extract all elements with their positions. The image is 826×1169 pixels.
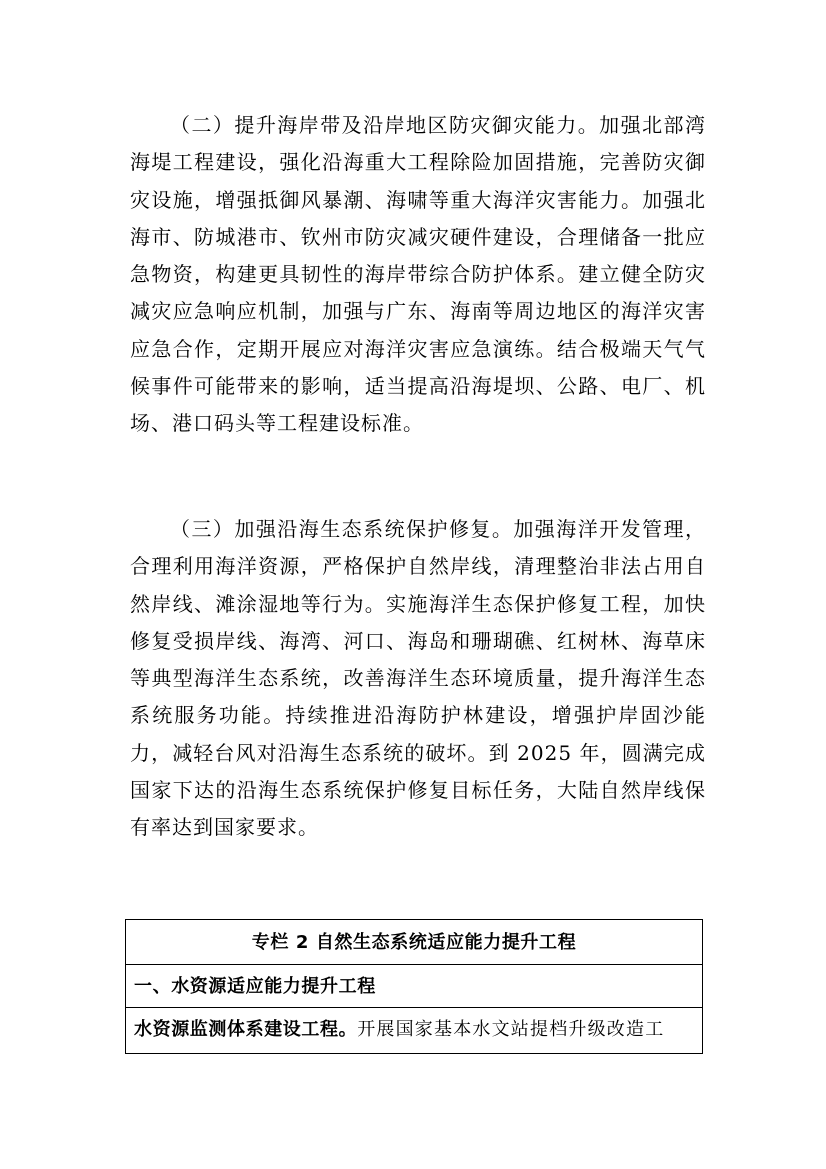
special-column-item-lead: 水资源监测体系建设工程。: [134, 1019, 358, 1040]
special-column-item-text: 开展国家基本水文站提档升级改造工: [357, 1019, 665, 1040]
special-column-box: [125, 919, 703, 1054]
paragraph-coastal-disaster-prevention: （二）提升海岸带及沿岸地区防灾御灾能力。加强北部湾海堤工程建设，强化沿海重大工程除险加固措施，完善防灾御灾设施，增强抵御风暴潮、海啸等重大海洋灾害能力。加强北海市、防城港市、钦州市防灾减灾硬件建设，合理储备一批应急物资，构建更具韧性的海岸带综合防护体系。建立健全防灾减灾应急响应机制，加强与广东、海南等周边地区的海洋灾害应急合作，定期开展应对海洋灾害应急演练。结合极端天气气候事件可能带来的影响，适当提高沿海堤坝、公路、电厂、机场、港口码头等工程建设标准。: [130, 113, 706, 435]
special-column-title: 专栏 2 自然生态系统适应能力提升工程: [126, 920, 702, 965]
special-column-item: [126, 1008, 702, 1052]
paragraph-coastal-ecosystem-protection: （三）加强沿海生态系统保护修复。加强海洋开发管理，合理利用海洋资源，严格保护自然岸线，清理整治非法占用自然岸线、滩涂湿地等行为。实施海洋生态保护修复工程，加快修复受损岸线、海湾、河口、海岛和珊瑚礁、红树林、海草床等典型海洋生态系统，改善海洋生态环境质量，提升海洋生态系统服务功能。持续推进沿海防护林建设，增强护岸固沙能力，减轻台风对沿海生态系统的破坏。到 2025 年，圆满完成国家下达的沿海生态系统保护修复目标任务，大陆自然岸线保有率达到国家要求。: [130, 517, 706, 839]
special-column-subheading: 一、水资源适应能力提升工程: [126, 965, 702, 1008]
